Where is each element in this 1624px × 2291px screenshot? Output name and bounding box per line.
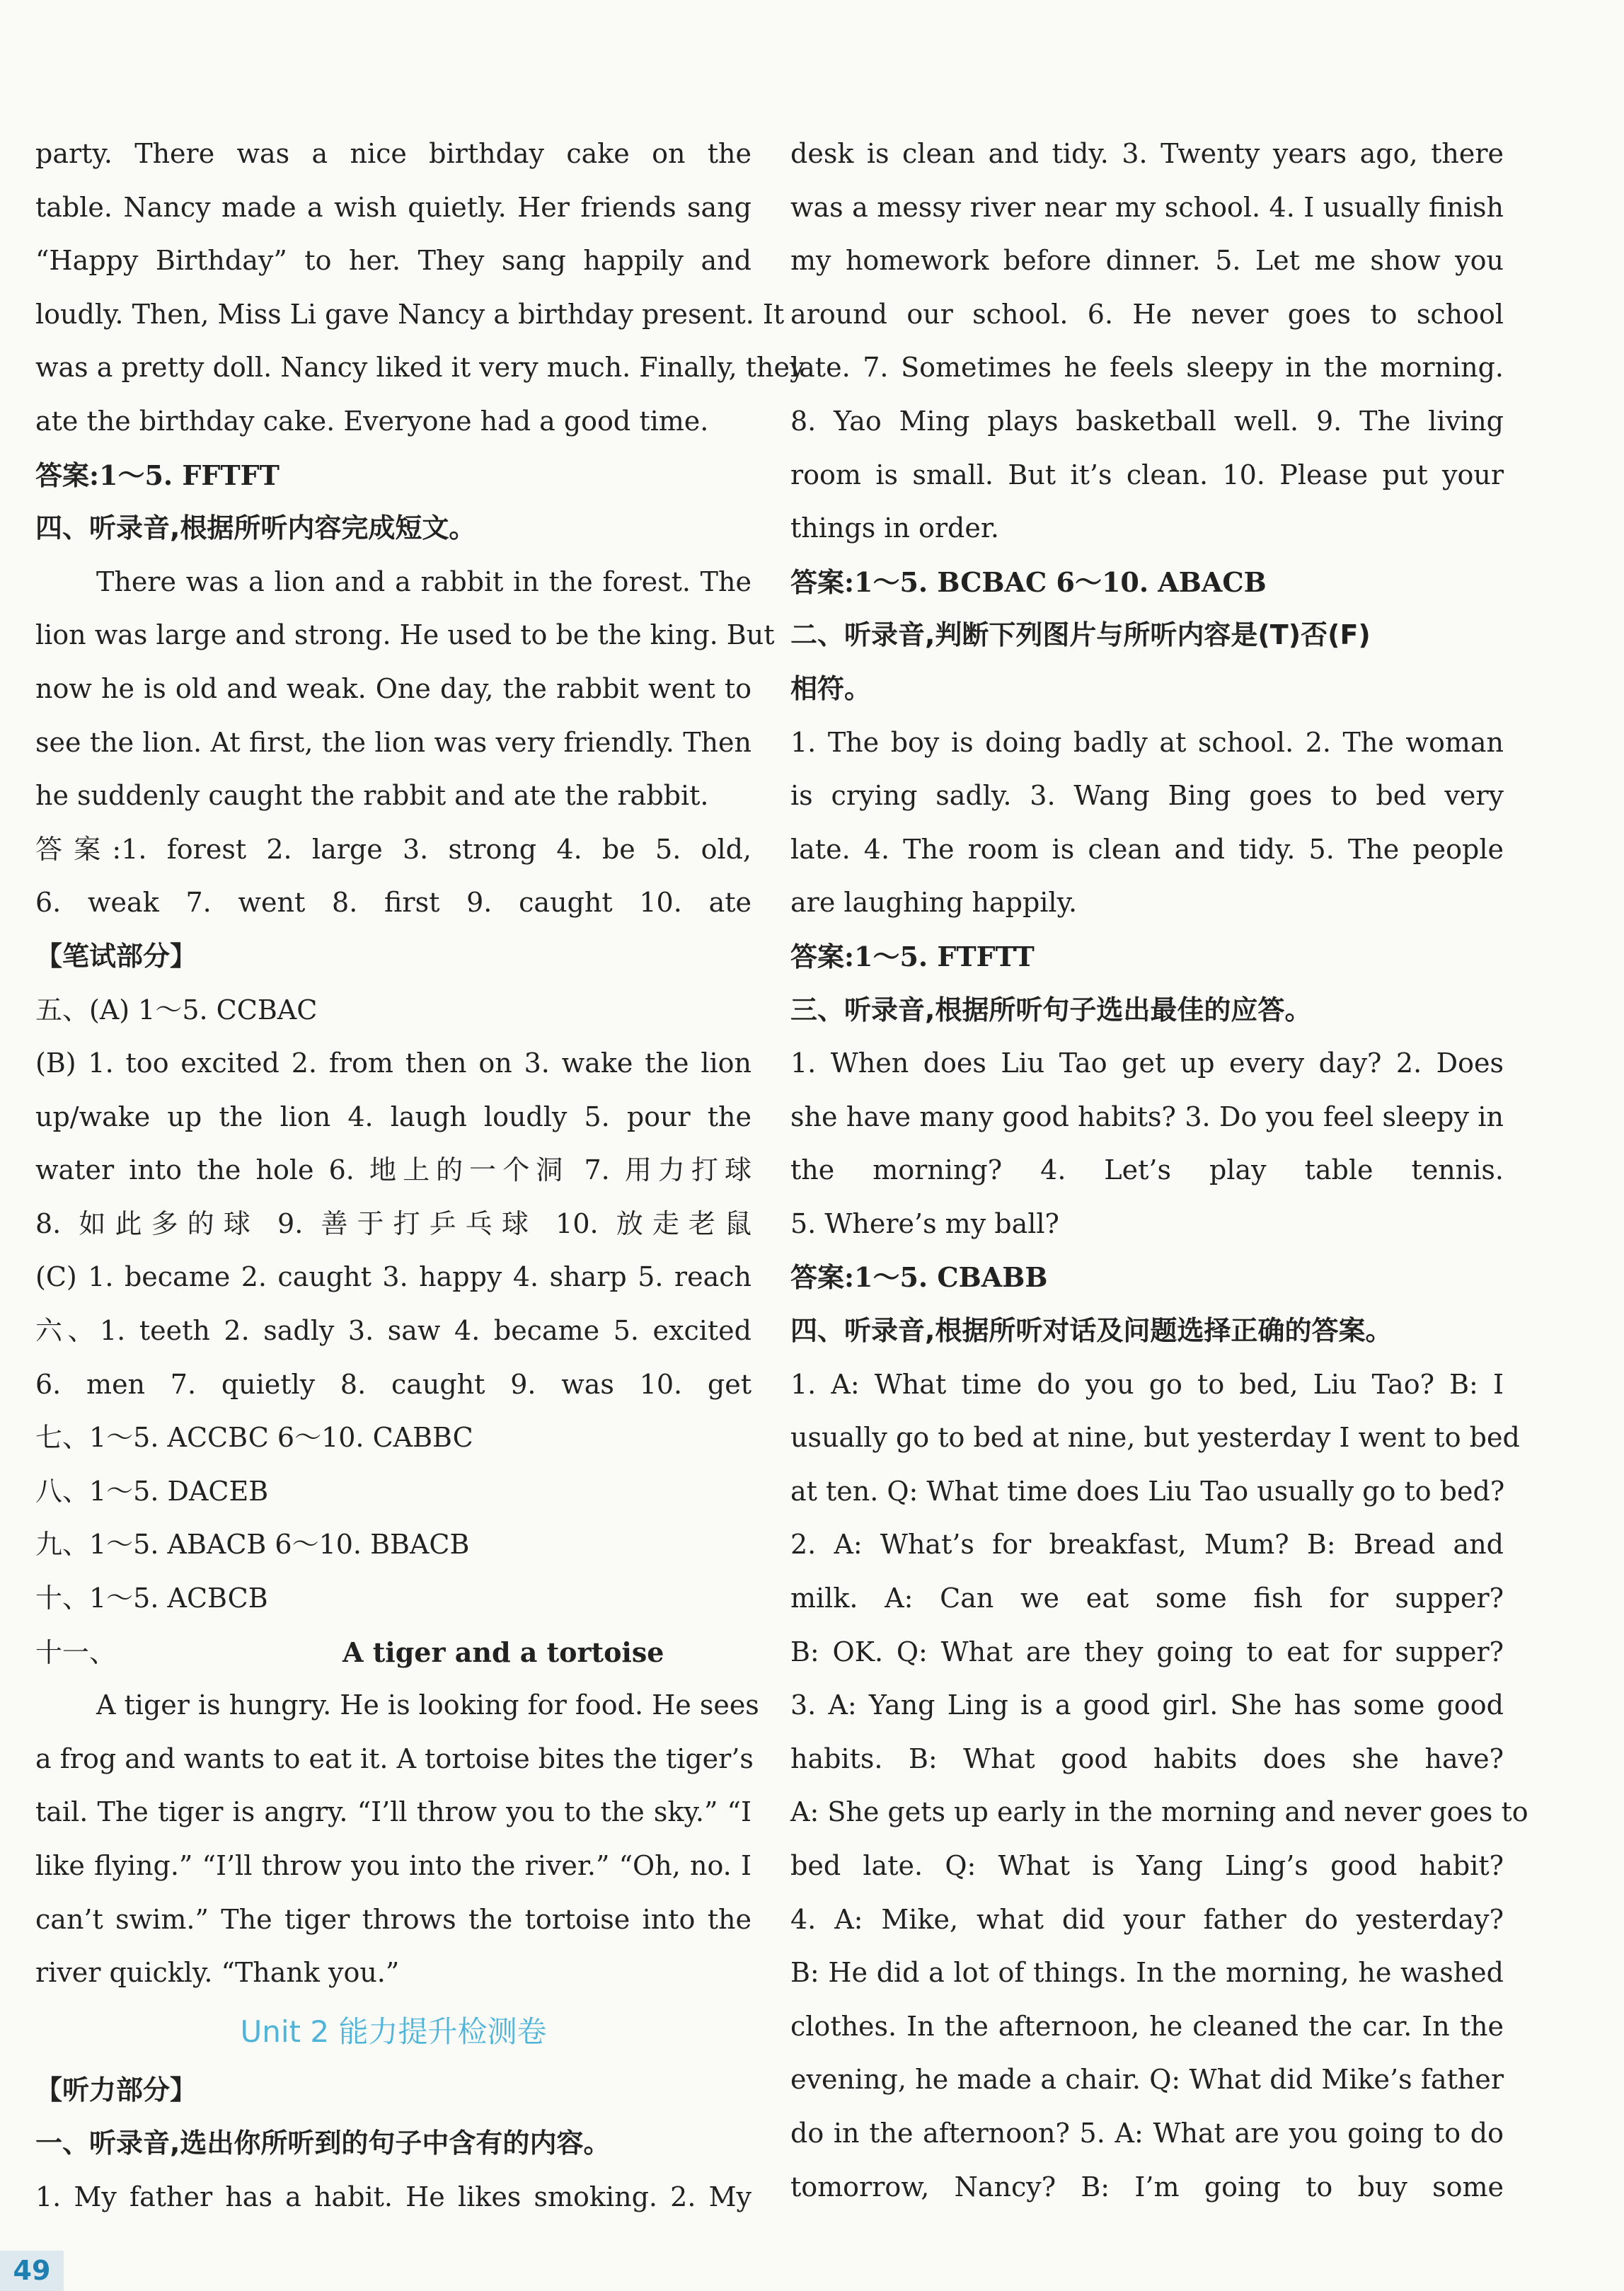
answer-line: 6. weak 7. went 8. first 9. caught 10. ate bbox=[35, 887, 751, 919]
tiger-line: A tiger is hungry. He is looking for food. He sees bbox=[96, 1689, 759, 1721]
story-title: A tiger and a tortoise bbox=[342, 1636, 664, 1668]
answer-line: 六、1. teeth 2. sadly 3. saw 4. became 5. excited bbox=[35, 1315, 751, 1347]
dialogue-line: clothes. In the afternoon, he cleaned the car. In the bbox=[790, 2010, 1504, 2042]
script-line: my homework before dinner. 5. Let me show you bbox=[790, 245, 1504, 277]
answer-line: 6. men 7. quietly 8. caught 9. was 10. get bbox=[35, 1368, 751, 1400]
question-line: 1. My father has a habit. He likes smoking. 2. My bbox=[35, 2181, 751, 2212]
answer-line: 答案:1～5. BCBAC 6～10. ABACB bbox=[790, 565, 1267, 598]
passage-line: now he is old and weak. One day, the rabbit went to bbox=[35, 672, 751, 704]
dialogue-line: usually go to bed at nine, but yesterday I went to bed bbox=[790, 1422, 1520, 1454]
script-line: she have many good habits? 3. Do you feel sleepy in bbox=[790, 1101, 1504, 1132]
dialogue-line: 1. A: What time do you go to bed, Liu Tao? B: I bbox=[790, 1368, 1504, 1400]
passage-line: he suddenly caught the rabbit and ate the rabbit. bbox=[35, 780, 709, 812]
dialogue-line: at ten. Q: What time does Liu Tao usually go to bed? bbox=[790, 1475, 1505, 1507]
story-line: was a pretty doll. Nancy liked it very much. Finally, they bbox=[35, 352, 805, 384]
story-line: table. Nancy made a wish quietly. Her friends sang bbox=[35, 191, 751, 223]
script-line: 5. Where’s my ball? bbox=[790, 1207, 1059, 1239]
left-column bbox=[35, 127, 805, 2224]
dialogue-line: 2. A: What’s for breakfast, Mum? B: Bread and bbox=[790, 1529, 1504, 1561]
script-line: the morning? 4. Let’s play table tennis. bbox=[790, 1154, 1504, 1186]
written-section-header: 【笔试部分】 bbox=[35, 940, 197, 972]
listening-section-header: 【听力部分】 bbox=[35, 2074, 197, 2106]
answer-line: 七、1～5. ACCBC 6～10. CABBC bbox=[35, 1422, 473, 1454]
answer-line: 答案:1～5. FFTFT bbox=[35, 459, 280, 491]
story-line: “Happy Birthday” to her. They sang happily and bbox=[35, 245, 751, 277]
script-line: is crying sadly. 3. Wang Bing goes to bed very bbox=[790, 780, 1504, 812]
section-heading: 四、听录音,根据所听内容完成短文。 bbox=[35, 512, 476, 544]
answer-line: 答案:1. forest 2. large 3. strong 4. be 5. old, bbox=[35, 833, 751, 865]
dialogue-line: do in the afternoon? 5. A: What are you going to do bbox=[790, 2117, 1504, 2149]
script-line: 1. The boy is doing badly at school. 2. The woman bbox=[790, 726, 1504, 758]
story-line: loudly. Then, Miss Li gave Nancy a birthday present. It bbox=[35, 298, 785, 330]
answer-line: (B) 1. too excited 2. from then on 3. wake the lion bbox=[35, 1047, 751, 1079]
dialogue-line: A: She gets up early in the morning and never goes to bbox=[790, 1796, 1528, 1828]
script-line: around our school. 6. He never goes to school bbox=[790, 298, 1504, 330]
dialogue-line: evening, he made a chair. Q: What did Mike’s father bbox=[790, 2064, 1504, 2096]
tiger-line: can’t swim.” The tiger throws the tortoise into the bbox=[35, 1903, 751, 1935]
script-line: 8. Yao Ming plays basketball well. 9. The living bbox=[790, 405, 1504, 437]
dialogue-line: 3. A: Yang Ling is a good girl. She has some good bbox=[790, 1689, 1504, 1721]
script-line: room is small. But it’s clean. 10. Please put your bbox=[790, 459, 1504, 490]
dialogue-line: habits. B: What good habits does she have? bbox=[790, 1742, 1504, 1774]
section-heading: 二、听录音,判断下列图片与所听内容是(T)否(F) bbox=[790, 619, 1371, 651]
dialogue-line: 4. A: Mike, what did your father do yesterday? bbox=[790, 1903, 1504, 1935]
dialogue-line: tomorrow, Nancy? B: I’m going to buy some bbox=[790, 2171, 1504, 2203]
answer-line: (C) 1. became 2. caught 3. happy 4. sharp 5. reach bbox=[35, 1261, 751, 1293]
script-line: things in order. bbox=[790, 512, 999, 544]
script-line: late. 4. The room is clean and tidy. 5. The people bbox=[790, 833, 1504, 865]
dialogue-line: milk. A: Can we eat some fish for supper? bbox=[790, 1583, 1504, 1614]
unit-title: Unit 2 能力提升检测卷 bbox=[240, 2014, 547, 2049]
answer-line: water into the hole 6. 地上的一个洞 7. 用力打球 bbox=[35, 1154, 751, 1186]
answer-line: 答案:1～5. FTFTT bbox=[790, 940, 1035, 972]
dialogue-line: bed late. Q: What is Yang Ling’s good habit? bbox=[790, 1850, 1504, 1881]
passage-line: There was a lion and a rabbit in the forest. The bbox=[96, 565, 751, 597]
answer-line: 8. 如此多的球 9. 善于打乒乓球 10. 放走老鼠 bbox=[35, 1207, 751, 1239]
tiger-line: tail. The tiger is angry. “I’ll throw you to the sky.” “I bbox=[35, 1796, 751, 1828]
script-line: was a messy river near my school. 4. I usually finish bbox=[790, 191, 1504, 223]
answer-line: 九、1～5. ABACB 6～10. BBACB bbox=[35, 1529, 470, 1561]
answer-line: 答案:1～5. CBABB bbox=[790, 1261, 1048, 1294]
section-heading: 三、听录音,根据所听句子选出最佳的应答。 bbox=[790, 994, 1312, 1026]
tiger-line: like flying.” “I’ll throw you into the river.” “Oh, no. I bbox=[35, 1850, 751, 1881]
story-line: party. There was a nice birthday cake on the bbox=[35, 138, 751, 169]
section-11-label: 十一、 bbox=[35, 1636, 117, 1668]
answer-line: up/wake up the lion 4. laugh loudly 5. pour the bbox=[35, 1101, 751, 1132]
tiger-line: river quickly. “Thank you.” bbox=[35, 1957, 400, 1989]
story-line: ate the birthday cake. Everyone had a good time. bbox=[35, 405, 709, 437]
passage-line: see the lion. At first, the lion was very friendly. Then bbox=[35, 726, 751, 758]
answer-line: 八、1～5. DACEB bbox=[35, 1475, 269, 1507]
dialogue-line: B: He did a lot of things. In the morning, he washed bbox=[790, 1957, 1504, 1989]
section-11-heading bbox=[35, 1626, 751, 1680]
answer-line: 五、(A) 1～5. CCBAC bbox=[35, 994, 318, 1026]
section-heading: 相符。 bbox=[790, 672, 872, 704]
tiger-line: a frog and wants to eat it. A tortoise bites the tiger’s bbox=[35, 1742, 754, 1774]
script-line: are laughing happily. bbox=[790, 887, 1078, 919]
passage-line: lion was large and strong. He used to be the king. But bbox=[35, 619, 775, 651]
page-number: 49 bbox=[0, 2251, 64, 2291]
script-line: late. 7. Sometimes he feels sleepy in the morning. bbox=[790, 352, 1504, 384]
section-heading: 四、听录音,根据所听对话及问题选择正确的答案。 bbox=[790, 1315, 1393, 1347]
dialogue-line: B: OK. Q: What are they going to eat for supper? bbox=[790, 1636, 1504, 1667]
right-column bbox=[790, 127, 1528, 2214]
section-heading: 一、听录音,选出你所听到的句子中含有的内容。 bbox=[35, 2128, 611, 2159]
script-line: desk is clean and tidy. 3. Twenty years ago, there bbox=[790, 138, 1504, 169]
script-line: 1. When does Liu Tao get up every day? 2. Does bbox=[790, 1047, 1504, 1079]
answer-line: 十、1～5. ACBCB bbox=[35, 1583, 268, 1614]
